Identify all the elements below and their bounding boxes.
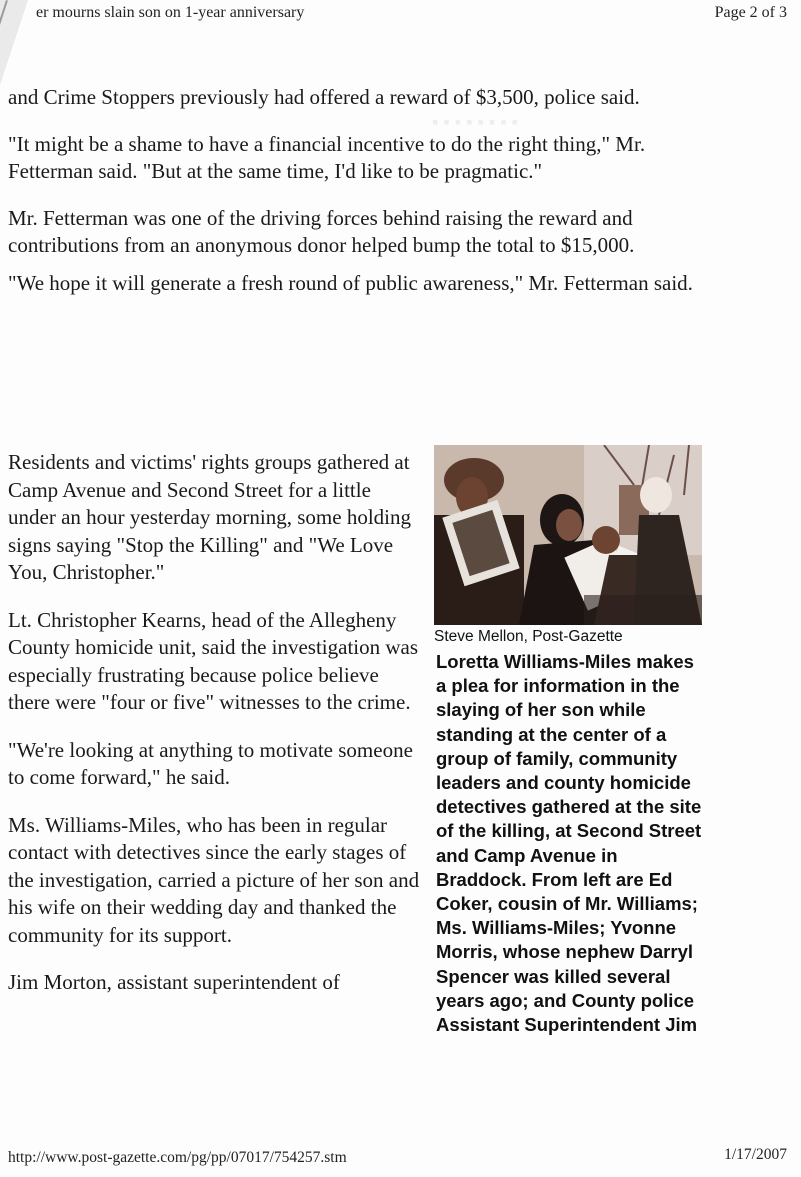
article-paragraph: "We hope it will generate a fresh round of public awareness," Mr. Fetterman said. [8, 270, 693, 295]
photo-credit: Steve Mellon, Post-Gazette [434, 628, 623, 645]
article-paragraph: Jim Morton, assistant superintendent of [8, 970, 340, 994]
page-corner-fold [0, 0, 28, 85]
footer-url: http://www.post-gazette.com/pg/pp/07017/754257.stm [8, 1149, 347, 1166]
print-header-title: er mourns slain son on 1-year anniversary [36, 4, 305, 21]
article-paragraph: Lt. Christopher Kearns, head of the Allegheny County homicide unit, said the investigation was especially frustrating because police believe there were "four or five" witnesses to the crime. [8, 607, 419, 714]
article-paragraph: "We're looking at anything to motivate someone to come forward," he said. [8, 737, 413, 789]
article-paragraph: Ms. Williams-Miles, who has been in regular contact with detectives since the early stages of the investigation, carried a picture of her son and his wife on their wedding day and thanked the community for its support. [8, 812, 420, 947]
footer-date: 1/17/2007 [724, 1146, 787, 1163]
article-column [8, 449, 423, 1017]
article-paragraph: and Crime Stoppers previously had offered a reward of $3,500, police said. [8, 85, 640, 109]
article-paragraph: Mr. Fetterman was one of the driving forces behind raising the reward and contributions from an anonymous donor helped bump the total to $15,000. [8, 205, 635, 257]
article-paragraph: "It might be a shame to have a financial incentive to do the right thing," Mr. Fetterman said. "But at the same time, I'd like to be pragmatic." [8, 131, 646, 183]
article-body [8, 84, 708, 312]
news-photo [434, 445, 702, 625]
page-number: Page 2 of 3 [714, 4, 787, 21]
photo-caption: Loretta Williams-Miles makes a plea for information in the slaying of her son while standing at the center of a group of family, community leaders and county homicide detectives gathered at the site of the killing, at Second Street and Camp Avenue in Braddock. From left are Ed Coker, cousin of Mr. Williams; Ms. Williams-Miles; Yvonne Morris, whose nephew Darryl Spencer was killed several years ago; and County police Assistant Superintendent Jim [436, 651, 702, 1036]
article-paragraph: Residents and victims' rights groups gathered at Camp Avenue and Second Street for a little under an hour yesterday morning, some holding signs saying "Stop the Killing" and "We Love You, Christopher." [8, 450, 411, 584]
bleed-through-text: ▪ ▪ ▪ ▪ ▪ ▪ ▪ ▪ [432, 112, 519, 132]
